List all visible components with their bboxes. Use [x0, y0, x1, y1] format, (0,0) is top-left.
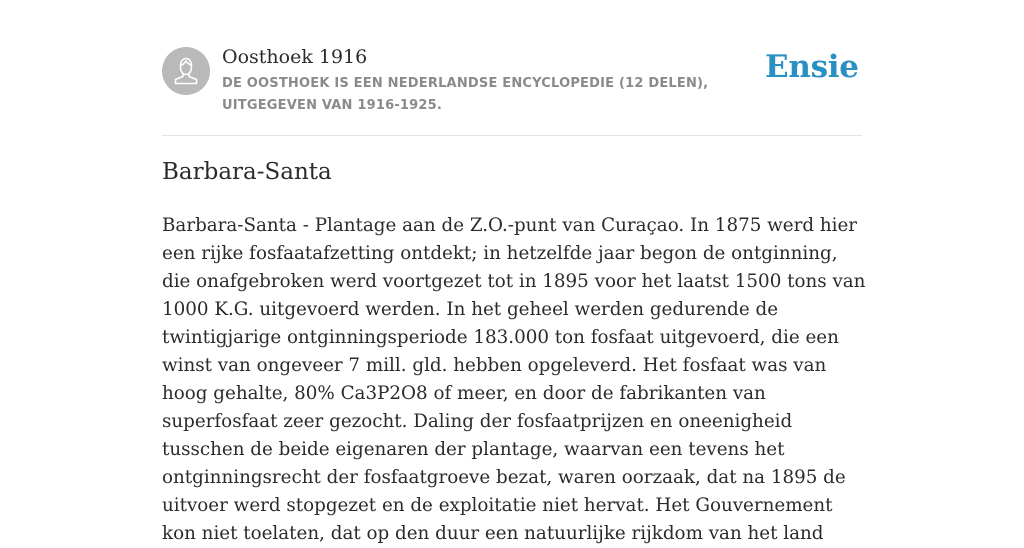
header-divider	[162, 135, 862, 136]
ensie-logo[interactable]: Ensie	[765, 49, 859, 85]
source-title[interactable]: Oosthoek 1916	[222, 46, 368, 68]
source-avatar[interactable]	[162, 47, 210, 95]
source-description: DE OOSTHOEK IS EEN NEDERLANDSE ENCYCLOPEDIE (12 DELEN), UITGEGEVEN VAN 1916-1925.	[222, 76, 709, 113]
source-header	[162, 44, 862, 136]
article-body: Barbara-Santa - Plantage aan de Z.O.-punt van Curaçao. In 1875 werd hier een rijke fosfaatafzetting ontdekt; in hetzelfde jaar begon de ontginning, die onafgebroken werd voortgezet tot in 1895 voor het laatst 1500 tons van 1000 K.G. uitgevoerd werden. In het geheel werden gedurende de twintigjarige ontginningsperiode 183.000 ton fosfaat uitgevoerd, die een winst van ongeveer 7 mill. gld. hebben opgeleverd. Het fosfaat was van hoog gehalte, 80% Ca3P2O8 of meer, en door de fabrikanten van superfosfaat zeer gezocht. Daling der fosfaatprijzen en oneenigheid tusschen de beide eigenaren der plantage, waarvan een tevens het ontginningsrecht der fosfaatgroeve bezat, waren oorzaak, dat na 1895 de uitvoer werd stopgezet en de exploitatie niet hervat. Het Gouvernement kon niet toelaten, dat op den duur een natuurlijke rijkdom van het land	[162, 215, 866, 544]
user-icon	[162, 47, 210, 95]
article-title: Barbara-Santa	[162, 159, 332, 185]
